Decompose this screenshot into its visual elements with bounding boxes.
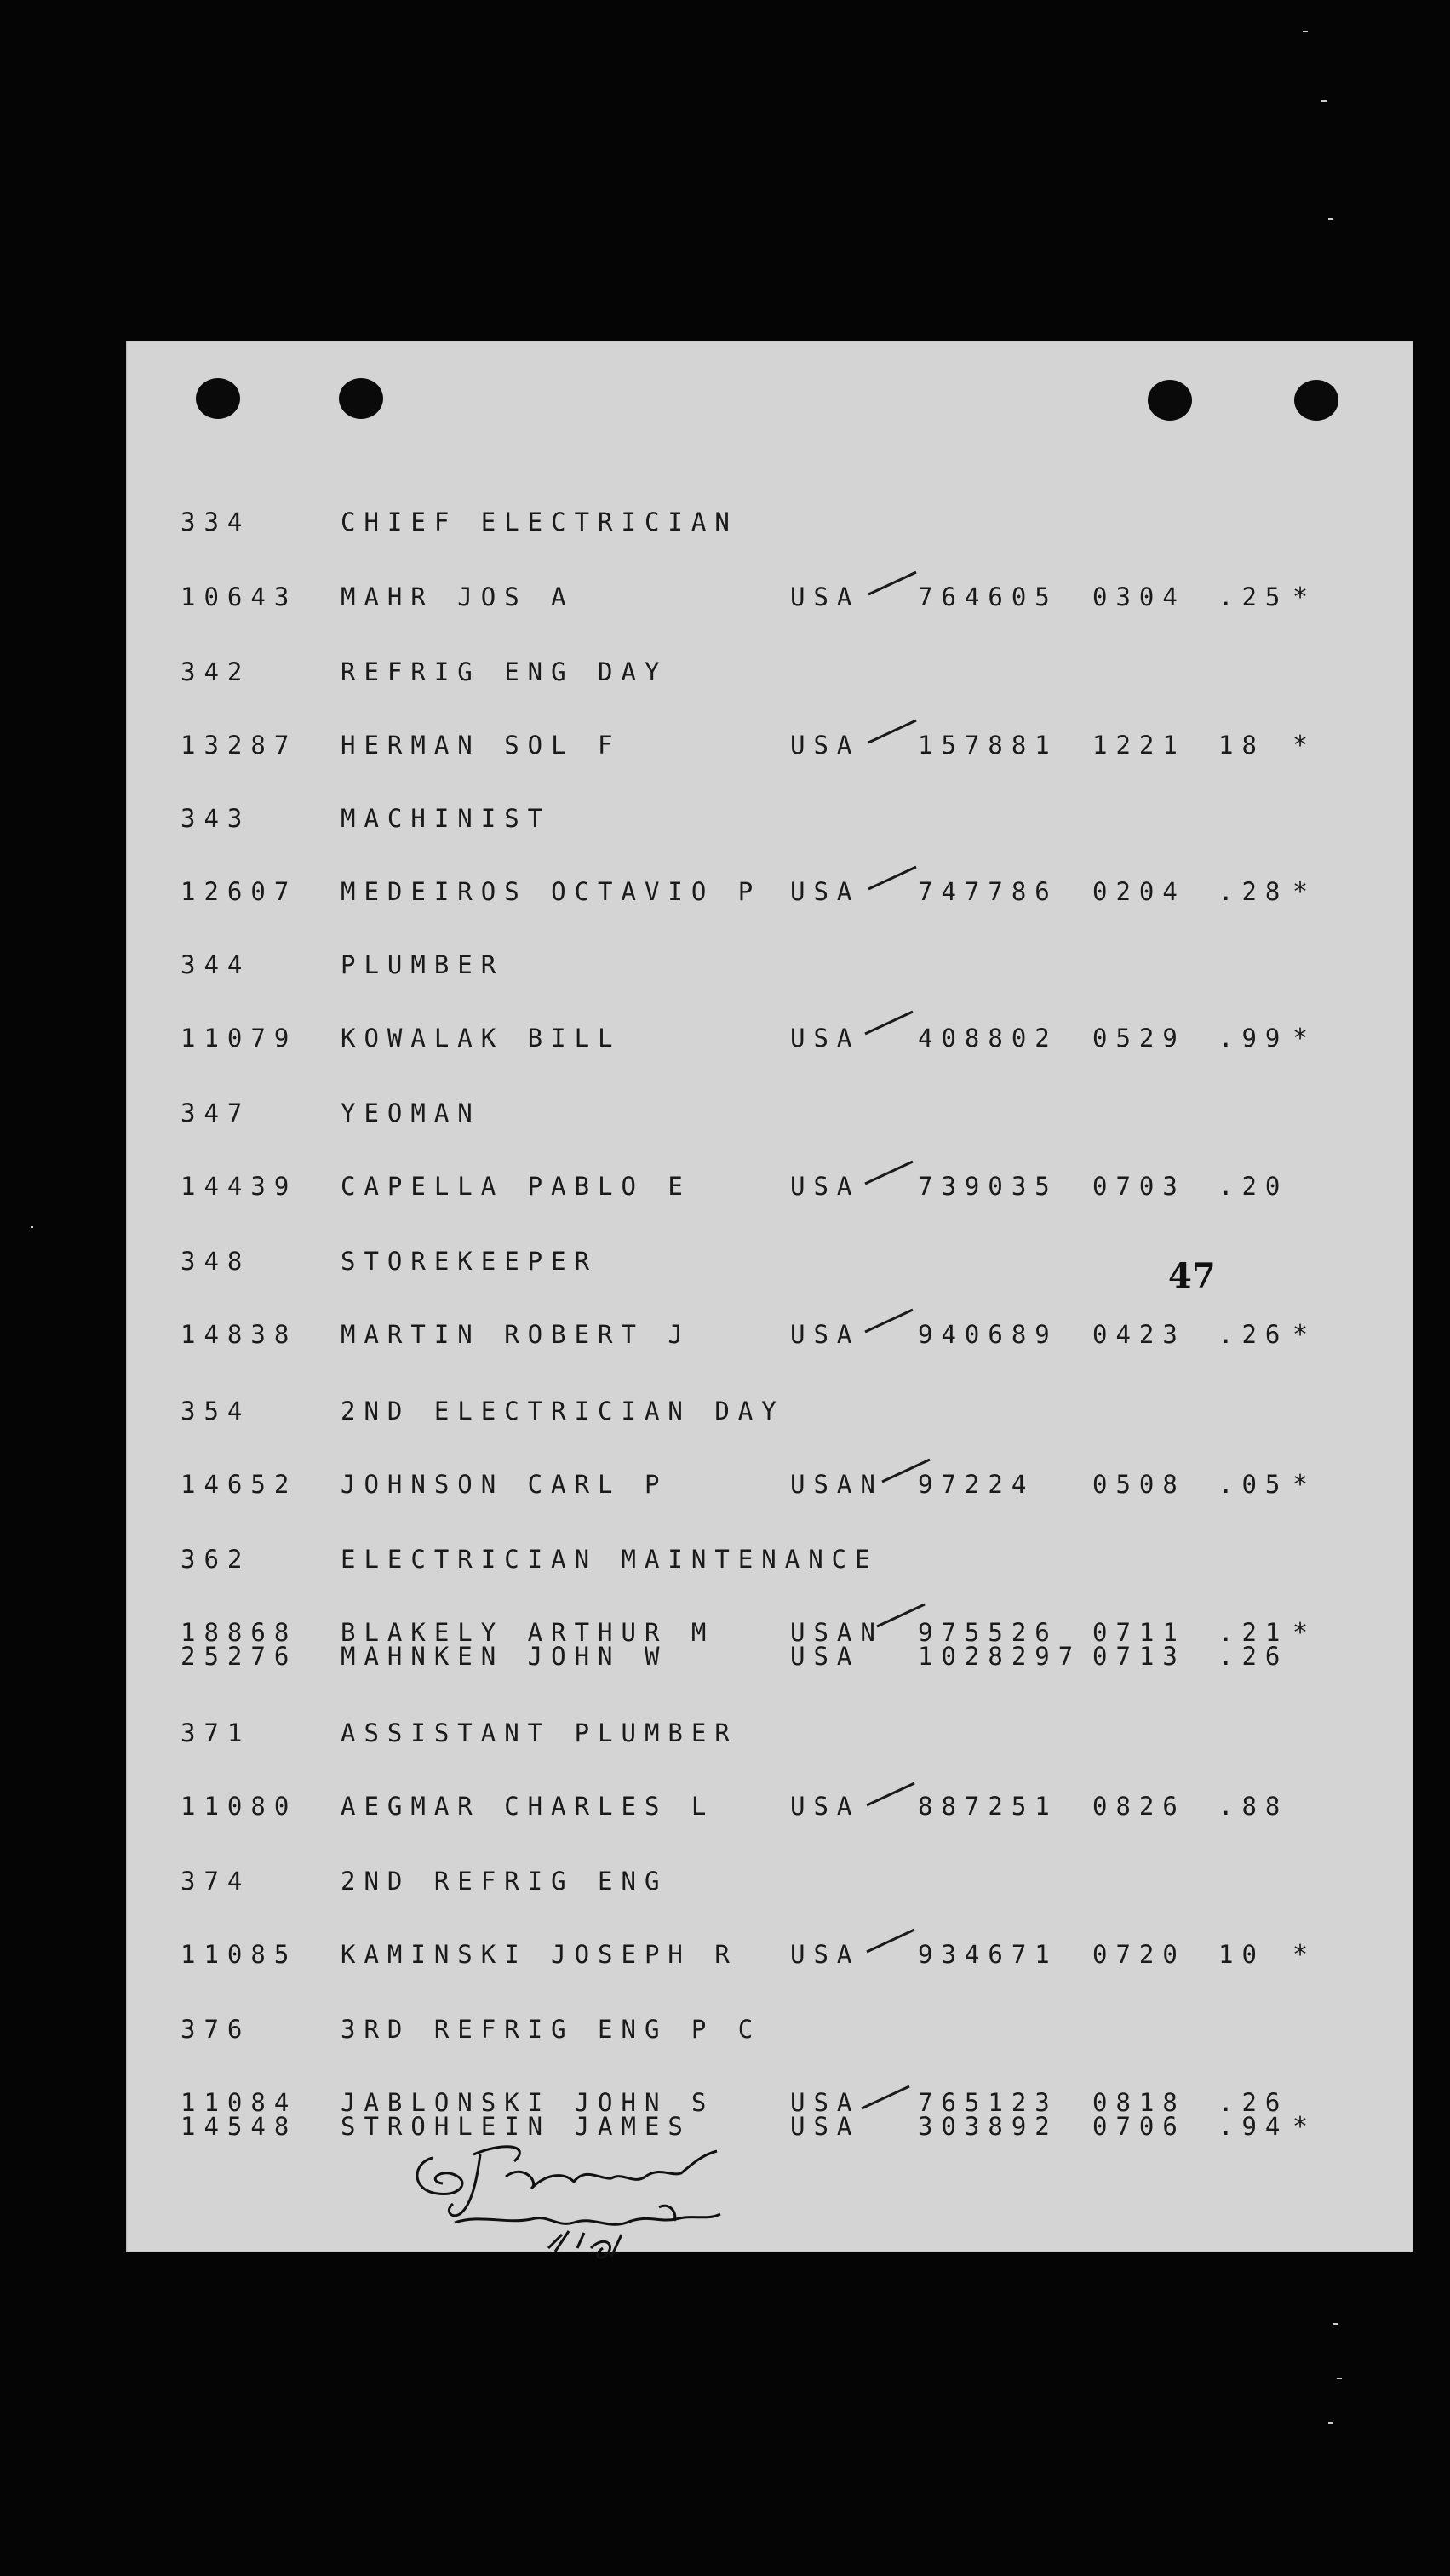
entry-mark: * bbox=[1292, 1024, 1309, 1053]
crew-entry bbox=[126, 2112, 1413, 2146]
entry-date: 0711 bbox=[1092, 1618, 1186, 1647]
entry-number: 11085 bbox=[181, 1940, 298, 1969]
section-header bbox=[126, 950, 1413, 984]
entry-date: 0706 bbox=[1092, 2112, 1186, 2141]
entry-number: 13287 bbox=[181, 731, 298, 760]
check-mark-icon bbox=[860, 2085, 911, 2112]
entry-date: 0529 bbox=[1092, 1024, 1186, 1053]
crew-entry bbox=[126, 1792, 1413, 1826]
section-code: 354 bbox=[181, 1397, 251, 1426]
check-mark-icon bbox=[867, 865, 918, 892]
section-header bbox=[126, 1867, 1413, 1901]
entry-number: 25276 bbox=[181, 1642, 298, 1671]
section-code: 362 bbox=[181, 1545, 251, 1574]
entry-nationality: USA bbox=[790, 2088, 861, 2117]
entry-nationality: USAN bbox=[790, 1618, 884, 1647]
crew-entry bbox=[126, 582, 1413, 617]
section-header bbox=[126, 2015, 1413, 2049]
section-code: 374 bbox=[181, 1867, 251, 1896]
check-mark-icon bbox=[867, 719, 918, 746]
entry-amount: .26 bbox=[1218, 1320, 1289, 1349]
entry-mark: * bbox=[1292, 731, 1309, 760]
entry-reference: 975526 bbox=[918, 1618, 1058, 1647]
section-header bbox=[126, 804, 1413, 838]
entry-date: 0818 bbox=[1092, 2088, 1186, 2117]
entry-name: MAHNKEN JOHN W bbox=[341, 1642, 668, 1671]
entry-number: 10643 bbox=[181, 582, 298, 611]
entry-date: 0703 bbox=[1092, 1172, 1186, 1201]
section-title: CHIEF ELECTRICIAN bbox=[341, 508, 738, 536]
entry-number: 14439 bbox=[181, 1172, 298, 1201]
entry-reference: 97224 bbox=[918, 1470, 1035, 1499]
entry-amount: .20 bbox=[1218, 1172, 1289, 1201]
entry-number: 11080 bbox=[181, 1792, 298, 1821]
entry-number: 18868 bbox=[181, 1618, 298, 1647]
entry-name: MEDEIROS OCTAVIO P bbox=[341, 877, 762, 906]
section-title: ASSISTANT PLUMBER bbox=[341, 1718, 738, 1747]
entry-number: 11079 bbox=[181, 1024, 298, 1053]
crew-entry bbox=[126, 731, 1413, 765]
entry-name: JABLONSKI JOHN S bbox=[341, 2088, 715, 2117]
entry-date: 1221 bbox=[1092, 731, 1186, 760]
section-code: 376 bbox=[181, 2015, 251, 2044]
entry-reference: 887251 bbox=[918, 1792, 1058, 1821]
section-title: 3RD REFRIG ENG P C bbox=[341, 2015, 762, 2044]
entry-reference: 157881 bbox=[918, 731, 1058, 760]
entry-nationality: USA bbox=[790, 731, 861, 760]
entry-name: BLAKELY ARTHUR M bbox=[341, 1618, 715, 1647]
entry-amount: .21 bbox=[1218, 1618, 1289, 1647]
entry-date: 0720 bbox=[1092, 1940, 1186, 1969]
entry-reference: 764605 bbox=[918, 582, 1058, 611]
entry-nationality: USA bbox=[790, 1792, 861, 1821]
entry-date: 0826 bbox=[1092, 1792, 1186, 1821]
check-mark-icon bbox=[863, 1010, 914, 1037]
entry-amount: .26 bbox=[1218, 2088, 1289, 2117]
section-title: 2ND ELECTRICIAN DAY bbox=[341, 1397, 785, 1426]
entry-number: 14838 bbox=[181, 1320, 298, 1349]
entry-amount: .25 bbox=[1218, 582, 1289, 611]
entry-reference: 739035 bbox=[918, 1172, 1058, 1201]
entry-name: MAHR JOS A bbox=[341, 582, 575, 611]
entry-nationality: USA bbox=[790, 1940, 861, 1969]
entry-nationality: USA bbox=[790, 582, 861, 611]
entry-reference: 1028297 bbox=[918, 1642, 1082, 1671]
check-mark-icon bbox=[867, 571, 918, 598]
page-number: 47 bbox=[1168, 1256, 1216, 1296]
entry-name: KAMINSKI JOSEPH R bbox=[341, 1940, 738, 1969]
section-title: ELECTRICIAN MAINTENANCE bbox=[341, 1545, 879, 1574]
entry-date: 0713 bbox=[1092, 1642, 1186, 1671]
entry-name: STROHLEIN JAMES bbox=[341, 2112, 691, 2141]
entry-name: AEGMAR CHARLES L bbox=[341, 1792, 715, 1821]
entry-amount: .88 bbox=[1218, 1792, 1289, 1821]
entry-date: 0304 bbox=[1092, 582, 1186, 611]
entry-amount: .05 bbox=[1218, 1470, 1289, 1499]
entry-name: KOWALAK BILL bbox=[341, 1024, 622, 1053]
entry-nationality: USA bbox=[790, 1320, 861, 1349]
entry-reference: 408802 bbox=[918, 1024, 1058, 1053]
check-mark-icon bbox=[865, 1928, 916, 1955]
punch-hole bbox=[1294, 380, 1338, 421]
inspector-signature bbox=[404, 2129, 761, 2265]
entry-name: MARTIN ROBERT J bbox=[341, 1320, 691, 1349]
entry-nationality: USAN bbox=[790, 1470, 884, 1499]
entry-number: 14548 bbox=[181, 2112, 298, 2141]
section-code: 348 bbox=[181, 1247, 251, 1276]
section-code: 371 bbox=[181, 1718, 251, 1747]
entry-reference: 765123 bbox=[918, 2088, 1058, 2117]
check-mark-icon bbox=[880, 1458, 931, 1485]
crew-entry bbox=[126, 1940, 1413, 1974]
entry-amount: 18 bbox=[1218, 731, 1265, 760]
entry-name: JOHNSON CARL P bbox=[341, 1470, 668, 1499]
section-header bbox=[126, 1247, 1413, 1281]
section-code: 342 bbox=[181, 657, 251, 686]
entry-date: 0204 bbox=[1092, 877, 1186, 906]
entry-nationality: USA bbox=[790, 2112, 861, 2141]
entry-name: CAPELLA PABLO E bbox=[341, 1172, 691, 1201]
entry-mark: * bbox=[1292, 582, 1309, 612]
crew-entry bbox=[126, 877, 1413, 911]
entry-reference: 934671 bbox=[918, 1940, 1058, 1969]
document-page bbox=[126, 341, 1413, 2252]
entry-reference: 940689 bbox=[918, 1320, 1058, 1349]
entry-number: 14652 bbox=[181, 1470, 298, 1499]
entry-reference: 303892 bbox=[918, 2112, 1058, 2141]
section-title: STOREKEEPER bbox=[341, 1247, 599, 1276]
section-header bbox=[126, 1545, 1413, 1579]
entry-mark: * bbox=[1292, 2112, 1309, 2142]
section-title: MACHINIST bbox=[341, 804, 552, 833]
entry-nationality: USA bbox=[790, 1172, 861, 1201]
entry-reference: 747786 bbox=[918, 877, 1058, 906]
entry-name: HERMAN SOL F bbox=[341, 731, 622, 760]
punch-hole bbox=[339, 378, 383, 419]
entry-date: 0423 bbox=[1092, 1320, 1186, 1349]
section-header bbox=[126, 657, 1413, 691]
punch-hole bbox=[1148, 380, 1192, 421]
section-header bbox=[126, 508, 1413, 542]
entry-nationality: USA bbox=[790, 877, 861, 906]
entry-amount: 10 bbox=[1218, 1940, 1265, 1969]
check-mark-icon bbox=[863, 1160, 914, 1187]
section-code: 347 bbox=[181, 1099, 251, 1127]
crew-entry bbox=[126, 1320, 1413, 1354]
check-mark-icon bbox=[863, 1308, 914, 1335]
entry-mark: * bbox=[1292, 1470, 1309, 1500]
entry-nationality: USA bbox=[790, 1024, 861, 1053]
entry-date: 0508 bbox=[1092, 1470, 1186, 1499]
entry-number: 12607 bbox=[181, 877, 298, 906]
entry-amount: .94 bbox=[1218, 2112, 1289, 2141]
entry-mark: * bbox=[1292, 1618, 1309, 1648]
crew-entry bbox=[126, 1172, 1413, 1206]
section-header bbox=[126, 1099, 1413, 1133]
check-mark-icon bbox=[865, 1781, 916, 1809]
section-code: 334 bbox=[181, 508, 251, 536]
entry-nationality: USA bbox=[790, 1642, 861, 1671]
crew-entry bbox=[126, 1642, 1413, 1676]
crew-entry bbox=[126, 1024, 1413, 1058]
entry-amount: .28 bbox=[1218, 877, 1289, 906]
section-title: PLUMBER bbox=[341, 950, 505, 979]
crew-entry bbox=[126, 1470, 1413, 1504]
section-code: 343 bbox=[181, 804, 251, 833]
section-title: REFRIG ENG DAY bbox=[341, 657, 668, 686]
section-header bbox=[126, 1397, 1413, 1431]
entry-amount: .26 bbox=[1218, 1642, 1289, 1671]
entry-mark: * bbox=[1292, 1940, 1309, 1970]
entry-mark: * bbox=[1292, 1320, 1309, 1350]
section-title: YEOMAN bbox=[341, 1099, 481, 1127]
entry-number: 11084 bbox=[181, 2088, 298, 2117]
entry-amount: .99 bbox=[1218, 1024, 1289, 1053]
check-mark-icon bbox=[875, 1603, 926, 1630]
section-header bbox=[126, 1718, 1413, 1753]
entry-mark: * bbox=[1292, 877, 1309, 907]
section-code: 344 bbox=[181, 950, 251, 979]
punch-hole bbox=[196, 378, 240, 419]
section-title: 2ND REFRIG ENG bbox=[341, 1867, 668, 1896]
